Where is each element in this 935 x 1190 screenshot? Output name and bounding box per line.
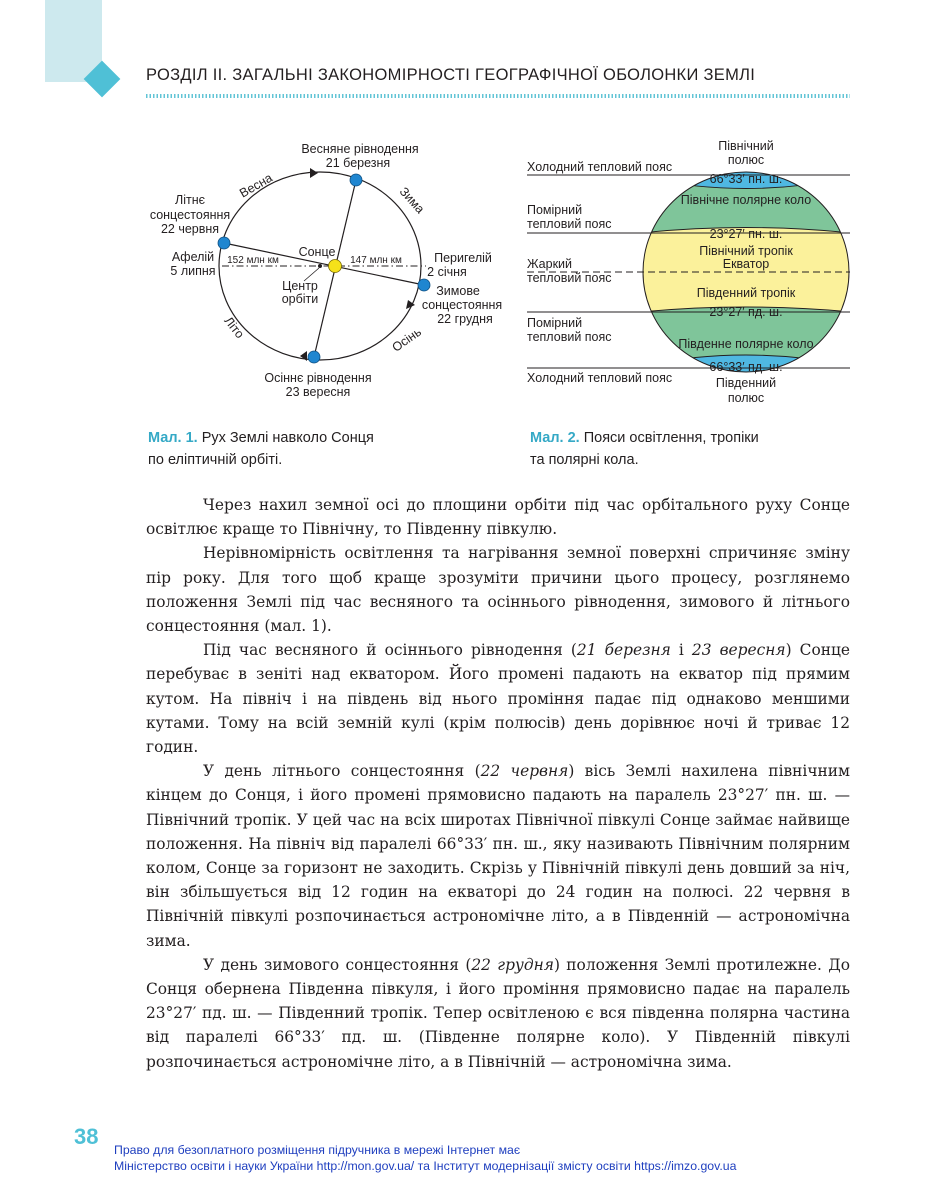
label: полюс — [727, 391, 765, 405]
arrow-icon — [310, 168, 318, 178]
text: Під час весняного й осіннього рівнодення ( — [203, 641, 577, 660]
label: Афелій — [171, 250, 215, 264]
text: ) Сонце перебуває в зеніті над екватором. Його промені падають на екватор під прямим кутом. На північ і на південь від нього проміння падає під однаково меншими кутами. Тому на всій земній кулі (крім полюсів) день дорівнює ночі й триває 12 годин. — [146, 641, 850, 757]
label: Жаркий — [527, 257, 573, 271]
label: 21 березня — [325, 156, 391, 170]
label: Північний — [718, 139, 774, 153]
label: Помірний — [527, 203, 583, 217]
paragraph — [146, 638, 850, 759]
figure1-caption — [148, 427, 374, 471]
label: тепловий пояс — [527, 217, 612, 231]
earth-marker — [308, 351, 320, 363]
text: і — [670, 641, 692, 660]
earth-marker — [418, 279, 430, 291]
earth-marker — [218, 237, 230, 249]
distance-label: 152 млн км — [227, 255, 279, 266]
label: Холодний тепловий пояс — [527, 160, 673, 174]
caption-text: та полярні кола. — [530, 452, 639, 468]
paragraph — [146, 541, 850, 638]
label: сонцестояння — [149, 208, 231, 222]
date-emphasis: 22 грудня — [471, 955, 554, 974]
label: Південне полярне коло — [678, 337, 814, 351]
label: Сонце — [298, 245, 336, 259]
label: Осінь — [389, 324, 424, 355]
caption-label: Мал. 1. — [148, 430, 198, 446]
label: полюс — [727, 153, 765, 167]
label: 23 вересня — [285, 385, 351, 399]
earth-marker — [350, 174, 362, 186]
figure2-caption — [530, 427, 759, 471]
label: Перигелій — [434, 251, 492, 265]
label: Помірний — [527, 316, 583, 330]
label: орбіти — [281, 292, 319, 306]
text: ) положення Землі протилежне. До Сонця обернена Південна півкуля, і його проміння прямовисно падає на паралель 23°27′ пд. ш. — Південний тропік. Тепер освітленою є вся південна полярна частина від паралелі 66°33′ пд. ш. (Південне полярне коло). У Південній півкулі розпочинається астрономічне літо, а в Північній — астрономічна зима. — [146, 955, 850, 1071]
page-number: 38 — [74, 1124, 99, 1149]
orbit-diagram — [140, 135, 510, 405]
label: тепловий пояс — [527, 330, 612, 344]
distance-label: 147 млн км — [350, 255, 402, 266]
illumination-belts-diagram — [520, 135, 860, 410]
footer-line: Міністерство освіти і науки України http://mon.gov.ua/ та Інститут модернізації змісту освіти https://imzo.gov.ua — [114, 1159, 737, 1173]
orbit-center-dot — [318, 264, 322, 268]
label: Центр — [282, 279, 318, 293]
label: 22 червня — [160, 222, 220, 236]
paragraph-text: Нерівномірність освітлення та нагрівання земної поверхні спричиняє зміну пір року. Для того щоб краще зрозуміти причини цього процесу, розглянемо положення Землі під час весняного та осіннього рівнодення, зимового й літнього сонцестояння (мал. 1). — [146, 544, 850, 636]
label: 22 грудня — [437, 312, 493, 326]
label: Північне полярне коло — [680, 193, 812, 207]
caption-label: Мал. 2. — [530, 430, 580, 446]
caption-text: по еліптичній орбіті. — [148, 452, 283, 468]
label: Весняне рівнодення — [301, 142, 419, 156]
footer-line: Право для безоплатного розміщення підручника в мережі Інтернет має — [114, 1143, 521, 1157]
label: 23°27′ пн. ш. — [709, 227, 783, 241]
label: Літо — [221, 313, 247, 342]
label: Південний — [715, 376, 777, 390]
date-emphasis: 23 вересня — [691, 641, 786, 660]
date-emphasis: 21 березня — [576, 641, 671, 660]
text: У день літнього сонцестояння ( — [203, 762, 481, 781]
text: У день зимового сонцестояння ( — [203, 955, 472, 974]
footer-note — [114, 1142, 736, 1174]
arrow-icon — [300, 351, 307, 361]
date-emphasis: 22 червня — [480, 762, 569, 781]
label: 2 січня — [427, 265, 467, 279]
label: Південний тропік — [696, 286, 796, 300]
label: Північний тропік — [699, 244, 793, 258]
header-divider — [146, 94, 850, 98]
section-title: РОЗДІЛ II. ЗАГАЛЬНІ ЗАКОНОМІРНОСТІ ГЕОГРАФІЧНОЇ ОБОЛОНКИ ЗЕМЛІ — [146, 66, 756, 84]
label: Зима — [396, 184, 428, 217]
paragraph — [146, 953, 850, 1074]
caption-text: Рух Землі навколо Сонця — [201, 430, 374, 446]
label: Осіннє рівнодення — [264, 371, 372, 385]
label: Холодний тепловий пояс — [527, 371, 673, 385]
label: 66°33′ пн. ш. — [709, 172, 783, 186]
paragraph: Через нахил земної осі до площини орбіти під час орбітального руху Сонце освітлює краще то Північну, то Південну півкулю. — [146, 496, 850, 539]
label: тепловий пояс — [527, 271, 612, 285]
label: Літнє — [175, 193, 205, 207]
label: 66°33′ пд. ш. — [709, 360, 783, 374]
label: 23°27′ пд. ш. — [709, 305, 783, 319]
label: Екватор — [722, 257, 770, 271]
label: 5 липня — [170, 264, 216, 278]
label: сонцестояння — [421, 298, 503, 312]
sun-icon — [329, 260, 342, 273]
paragraph — [146, 759, 850, 953]
label: Зимове — [436, 284, 480, 298]
text: ) вісь Землі нахилена північним кінцем до Сонця, і його промені прямовисно падають на паралель 23°27′ пн. ш. — Північний тропік. У цей час на всіх широтах Північної півкулі Сонце займає найвище положення. На північ від паралелі 66°33′ пн. ш., яку називають Північним полярним колом, Сонце за горизонт не заходить. Скрізь у Північній півкулі день довший за ніч, він збільшується від 12 годин на екваторі до 24 годин на полюсі. 22 червня в Північній півкулі розпочинається астрономічне літо, а в Південній — астрономічна зима. — [146, 762, 850, 950]
caption-text: Пояси освітлення, тропіки — [583, 430, 759, 446]
label: Весна — [237, 170, 275, 201]
body-text — [146, 493, 850, 1074]
